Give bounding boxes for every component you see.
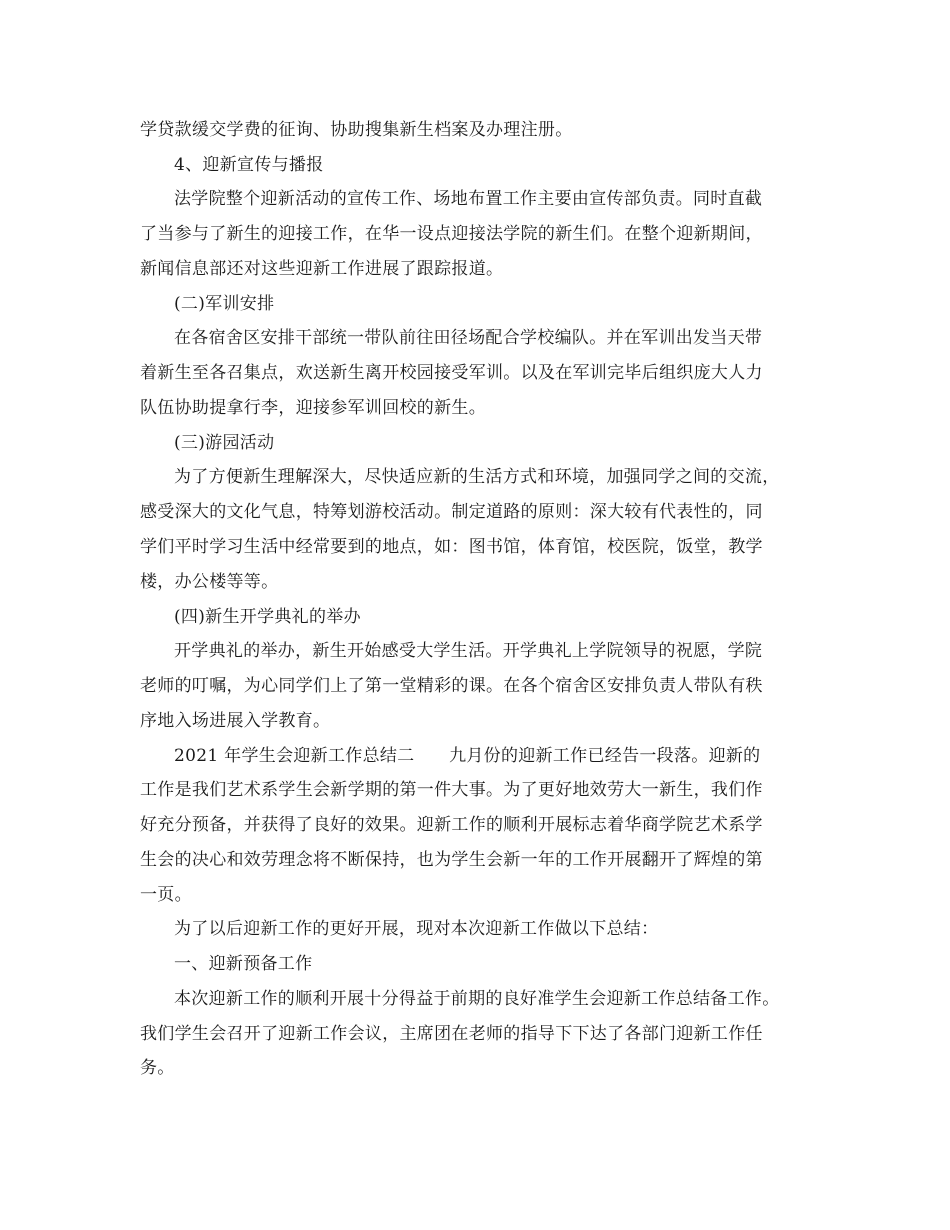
paragraph-line: 务。 [140,1058,175,1078]
section-heading: (三)游园活动 [174,433,275,453]
paragraph-line: 序地入场进展入学教育。 [140,711,331,731]
paragraph-line: 工作是我们艺术系学生会新学期的第一件大事。为了更好地效劳大一新生，我们作 [140,780,763,800]
paragraph-line: 一页。 [140,885,192,905]
paragraph-line: 生会的决心和效劳理念将不断保持，也为学生会新一年的工作开展翻开了辉煌的第 [140,850,763,870]
section-heading: (二)军训安排 [174,294,275,314]
paragraph-line: 了当参与了新生的迎接工作，在华一设点迎接法学院的新生们。在整个迎新期间， [140,224,763,244]
paragraph-line: 学们平时学习生活中经常要到的地点，如：图书馆，体育馆，校医院，饭堂，教学 [140,537,763,557]
paragraph-line: 我们学生会召开了迎新工作会议，主席团在老师的指导下下达了各部门迎新工作任 [140,1024,763,1044]
section-heading: (四)新生开学典礼的举办 [174,607,361,627]
paragraph-line: 好充分预备，并获得了良好的效果。迎新工作的顺利开展标志着华商学院艺术系学 [140,815,763,835]
paragraph-line: 在各宿舍区安排干部统一带队前往田径场配合学校编队。并在军训出发当天带 [174,328,763,348]
paragraph-line: 开学典礼的举办，新生开始感受大学生活。开学典礼上学院领导的祝愿，学院 [174,641,763,661]
paragraph-line: 为了以后迎新工作的更好开展，现对本次迎新工作做以下总结： [174,919,659,939]
paragraph-line: 法学院整个迎新活动的宣传工作、场地布置工作主要由宣传部负责。同时直截 [174,189,763,209]
paragraph-line: 感受深大的文化气息，特筹划游校活动。制定道路的原则：深大较有代表性的，同 [140,502,763,522]
section-heading: 一、迎新预备工作 [174,954,313,974]
paragraph-line: 本次迎新工作的顺利开展十分得益于前期的良好准学生会迎新工作总结备工作。 [174,989,780,1009]
section-heading: 4、迎新宣传与播报 [174,155,324,175]
paragraph-line: 老师的叮嘱，为心同学们上了第一堂精彩的课。在各个宿舍区安排负责人带队有秩 [140,676,763,696]
paragraph-line: 新闻信息部还对这些迎新工作进展了跟踪报道。 [140,259,504,279]
paragraph-line: 为了方便新生理解深大，尽快适应新的生活方式和环境，加强同学之间的交流， [174,467,780,487]
paragraph-line: 2021 年学生会迎新工作总结二 九月份的迎新工作已经告一段落。迎新的 [174,746,761,766]
paragraph-line: 着新生至各召集点，欢送新生离开校园接受军训。以及在军训完毕后组织庞大人力 [140,363,763,383]
paragraph-line: 学贷款缓交学费的征询、协助搜集新生档案及办理注册。 [140,120,573,140]
paragraph-line: 队伍协助提拿行李，迎接参军训回校的新生。 [140,398,486,418]
paragraph-line: 楼，办公楼等等。 [140,572,279,592]
